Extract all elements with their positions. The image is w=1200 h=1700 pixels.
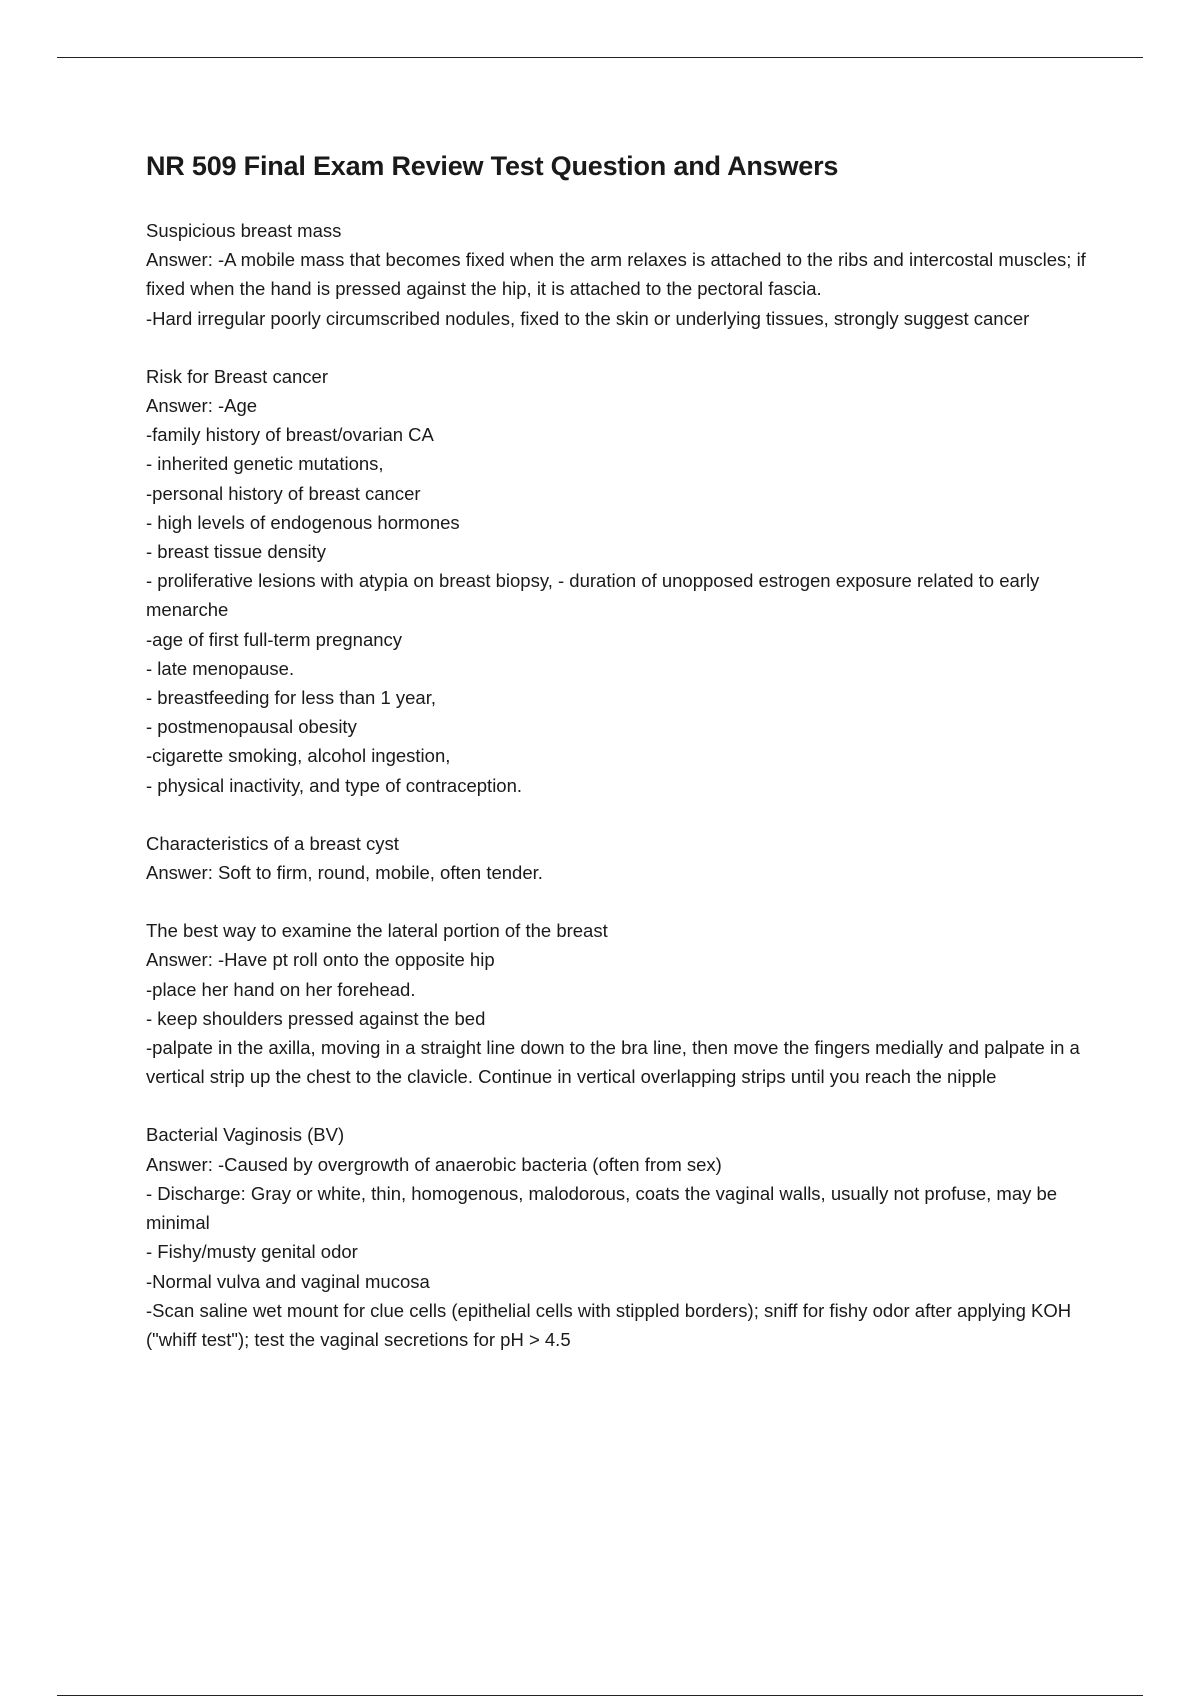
question-text: Risk for Breast cancer — [146, 365, 328, 387]
answer-line: - high levels of endogenous hormones — [146, 511, 460, 533]
answer-line: -Normal vulva and vaginal mucosa — [146, 1270, 430, 1292]
answer-line: - proliferative lesions with atypia on breast biopsy, - duration of unopposed estrogen exposure related to early menarche — [146, 570, 1040, 621]
answer-line: - breast tissue density — [146, 541, 326, 563]
qa-section-suspicious-breast-mass — [146, 216, 1086, 333]
qa-section-bacterial-vaginosis — [146, 1120, 1086, 1354]
answer-line: -palpate in the axilla, moving in a straight line down to the bra line, then move the fingers medially and palpate in a vertical strip up the chest to the clavicle. Continue in vertical overlapping strips until you reach the nipple — [146, 1037, 1080, 1088]
answer-line: Answer: Soft to firm, round, mobile, often tender. — [146, 862, 543, 884]
answer-line: Answer: -Age — [146, 395, 258, 417]
answer-line: - keep shoulders pressed against the bed — [146, 1007, 486, 1029]
top-divider — [57, 57, 1143, 58]
document-body — [146, 146, 1086, 1383]
qa-section-breast-cyst — [146, 829, 1086, 887]
bottom-divider — [57, 1695, 1143, 1696]
answer-line: -place her hand on her forehead. — [146, 978, 416, 1000]
answer-line: - inherited genetic mutations, — [146, 453, 384, 475]
answer-line: -personal history of breast cancer — [146, 482, 421, 504]
question-text: Characteristics of a breast cyst — [146, 832, 399, 854]
answer-line: - late menopause. — [146, 657, 295, 679]
answer-line: Answer: -Have pt roll onto the opposite hip — [146, 949, 495, 971]
answer-line: - breastfeeding for less than 1 year, — [146, 687, 437, 709]
document-title: NR 509 Final Exam Review Test Question and Answers — [146, 151, 839, 181]
answer-line: -family history of breast/ovarian CA — [146, 424, 434, 446]
question-text: Suspicious breast mass — [146, 220, 342, 241]
qa-section-breast-cancer-risk — [146, 362, 1086, 800]
question-text: Bacterial Vaginosis (BV) — [146, 1124, 345, 1146]
answer-line: Answer: -Caused by overgrowth of anaerobic bacteria (often from sex) — [146, 1153, 722, 1175]
answer-line: - Discharge: Gray or white, thin, homogenous, malodorous, coats the vaginal walls, usually not profuse, may be minimal — [146, 1182, 1058, 1234]
answer-line: Answer: -A mobile mass that becomes fixed when the arm relaxes is attached to the ribs and intercostal muscles; if fixed when the hand is pressed against the hip, it is attached to the pectoral fascia. — [146, 249, 1086, 300]
question-text: The best way to examine the lateral portion of the breast — [146, 920, 608, 942]
answer-line: -Scan saline wet mount for clue cells (epithelial cells with stippled borders); sniff for fishy odor after applying KOH ("whiff test"); test the vaginal secretions for pH > 4.5 — [146, 1299, 1072, 1350]
answer-line: - postmenopausal obesity — [146, 716, 357, 738]
answer-line: - physical inactivity, and type of contraception. — [146, 774, 523, 796]
answer-line: -age of first full-term pregnancy — [146, 628, 403, 650]
qa-section-lateral-breast-exam — [146, 916, 1086, 1091]
answer-line: -cigarette smoking, alcohol ingestion, — [146, 745, 451, 767]
answer-line: - Fishy/musty genital odor — [146, 1241, 358, 1263]
answer-line: -Hard irregular poorly circumscribed nodules, fixed to the skin or underlying tissues, strongly suggest cancer — [146, 307, 1030, 329]
